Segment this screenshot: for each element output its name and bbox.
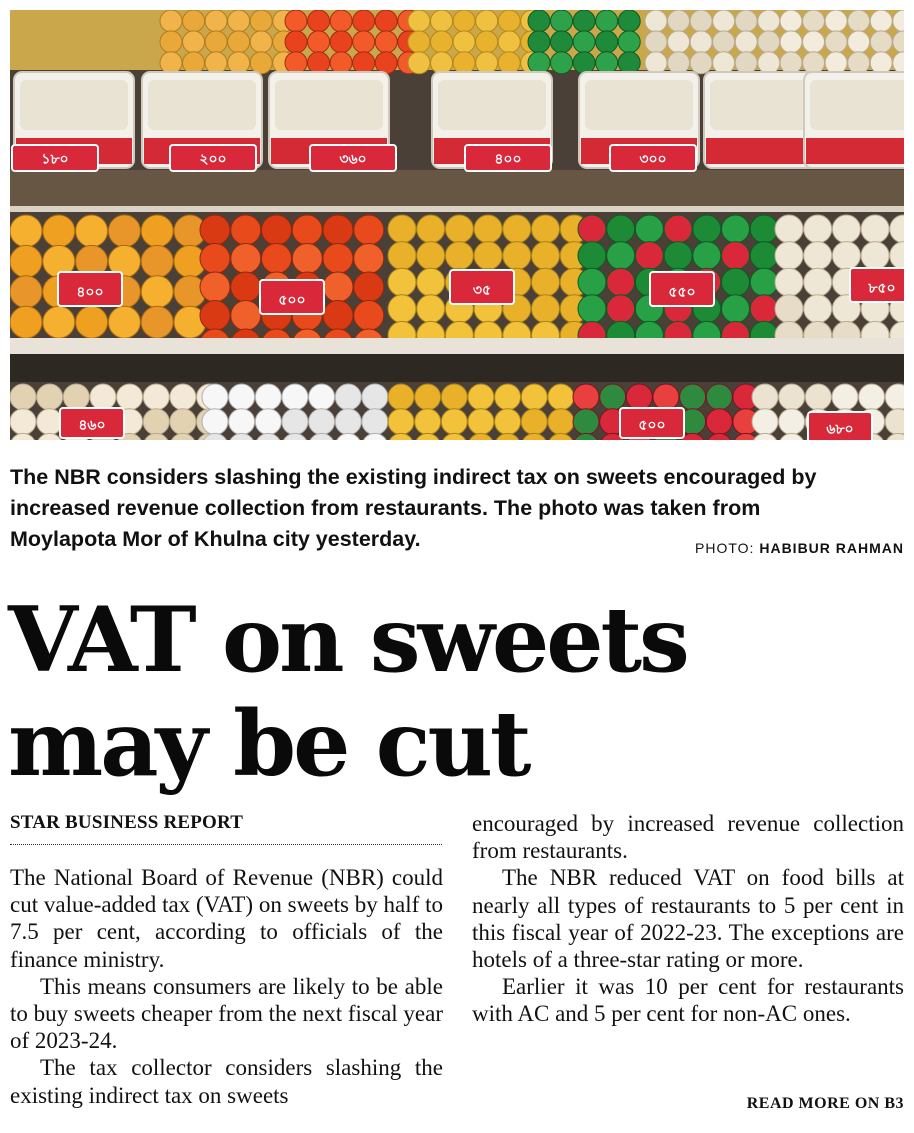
price-tag [260,280,324,314]
svg-text:৪৬০: ৪৬০ [78,417,106,434]
price-tag [58,272,122,306]
headline [8,588,908,796]
price-tag [12,145,98,171]
headline-line-1: VAT on sweets [8,587,687,693]
price-tag [808,412,872,440]
photo-caption: The NBR considers slashing the existing indirect tax on sweets encouraged by increased revenue collection from restaurants. The photo was taken from Moylapota Mor of Khulna city yesterday. [10,465,817,551]
price-tag [650,272,714,306]
price-tag [310,145,396,171]
photo-credit-label: PHOTO: [695,540,755,556]
svg-text:৪০০: ৪০০ [76,284,104,301]
price-tag [620,408,684,438]
svg-text:৫০০: ৫০০ [638,417,666,434]
paragraph: This means consumers are likely to be able to buy sweets cheaper from the next fiscal year of 2023-24. [10,973,443,1054]
svg-text:৩০০: ৩০০ [639,151,667,168]
headline-line-2: may be cut [8,691,529,797]
price-tag [610,145,696,171]
price-tag [450,270,514,304]
svg-text:৩৫: ৩৫ [472,282,492,299]
article-column-2 [472,810,904,1028]
svg-text:৬৮০: ৬৮০ [826,421,854,438]
price-tag [850,268,904,302]
price-tag [465,145,551,171]
svg-text:৩৬০: ৩৬০ [339,151,367,168]
price-tag [60,408,124,438]
paragraph: encouraged by increased revenue collection from restaurants. [472,811,904,864]
svg-text:১৮০: ১৮০ [41,151,69,168]
svg-text:৮৫০: ৮৫০ [868,280,896,297]
price-tag [170,145,256,171]
article-column-1 [10,864,443,1109]
read-more-link[interactable]: READ MORE ON B3 [746,1095,904,1112]
sweets-display-photo [10,10,904,440]
svg-text:২০০: ২০০ [199,151,227,168]
svg-text:৫৫০: ৫৫০ [668,284,696,301]
svg-text:৪০০: ৪০০ [494,151,522,168]
svg-text:৫০০: ৫০০ [278,292,306,309]
paragraph: The tax collector considers slashing the existing indirect tax on sweets [10,1055,443,1108]
paragraph: The NBR reduced VAT on food bills at nearly all types of restaurants to 5 per cent in this fiscal year of 2022-23. The exceptions are hotels of a three-star rating or more. [472,865,904,973]
paragraph: Earlier it was 10 per cent for restaurants with AC and 5 per cent for non-AC ones. [472,974,904,1027]
paragraph: The National Board of Revenue (NBR) could cut value-added tax (VAT) on sweets by half to 7.5 per cent, according to officials of the finance ministry. [10,865,443,972]
photo-credit [695,540,904,556]
byline: STAR BUSINESS REPORT [10,812,442,845]
photo-credit-name: HABIBUR RAHMAN [759,540,904,556]
